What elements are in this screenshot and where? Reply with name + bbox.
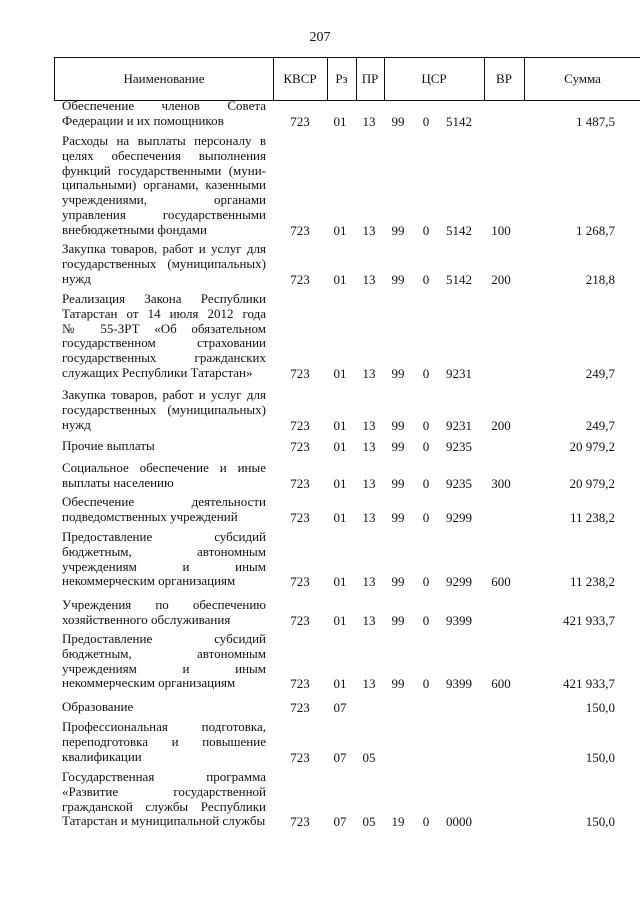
row-name-line: Обеспечение деятельности <box>62 494 266 509</box>
row-sum: 249,7 <box>585 366 615 381</box>
row-kvsr: 723 <box>290 676 310 692</box>
row-name <box>62 439 266 454</box>
row-name-line: некоммерческим организациям <box>62 675 236 691</box>
row-pr: 13 <box>362 475 376 491</box>
row-name-line: Закупка товаров, работ и услуг для <box>62 387 266 402</box>
row-name-line: нужд <box>62 416 91 432</box>
row-csr2: 0 <box>422 271 430 287</box>
row-csr1: 99 <box>391 417 405 433</box>
row-rz: 07 <box>333 700 347 715</box>
row-vr: 100 <box>491 222 511 238</box>
row-name <box>62 530 266 589</box>
row-csr1: 99 <box>391 676 405 692</box>
row-rz: 07 <box>333 749 347 765</box>
row-csr3: 5142 <box>446 113 472 129</box>
row-csr2: 0 <box>422 417 430 433</box>
row-name-line: Социальное обеспечение и иные <box>62 460 266 475</box>
row-csr2: 0 <box>422 612 430 628</box>
row-csr2: 0 <box>422 439 430 454</box>
row-pr: 13 <box>362 676 376 692</box>
row-csr1: 99 <box>391 574 405 590</box>
row-name-line: бюджетным, автономным <box>62 543 266 559</box>
row-name-line: внебюджетными фондами <box>62 221 207 237</box>
row-csr1: 99 <box>391 439 405 454</box>
row-pr: 13 <box>362 509 376 525</box>
row-csr1: 19 <box>391 814 405 830</box>
row-sum: 1 268,7 <box>576 222 615 238</box>
row-rz: 01 <box>333 574 347 590</box>
row-rz: 01 <box>333 417 347 433</box>
row-name-line: «Развитие государственной <box>62 783 266 799</box>
row-name-line: учреждениям и иным <box>62 558 266 574</box>
row-rz: 01 <box>333 439 347 454</box>
row-kvsr: 723 <box>290 574 310 590</box>
row-name <box>62 388 266 432</box>
row-name-line: Прочие выплаты <box>62 438 155 453</box>
row-sum: 218,8 <box>585 271 615 287</box>
row-csr2: 0 <box>422 676 430 692</box>
row-pr: 13 <box>362 113 376 129</box>
row-name-line: государственных (муниципальных) <box>62 255 266 271</box>
row-name-line: Предоставление субсидий <box>62 631 266 646</box>
row-csr1: 99 <box>391 271 405 287</box>
row-name-line: Государственная программа <box>62 769 266 784</box>
row-name-line: выплаты населению <box>62 474 174 490</box>
row-pr: 13 <box>362 366 376 381</box>
row-csr3: 9235 <box>446 475 472 491</box>
row-name <box>62 632 266 691</box>
row-pr: 05 <box>362 749 376 765</box>
row-name <box>62 461 266 491</box>
row-rz: 01 <box>333 366 347 381</box>
row-csr1: 99 <box>391 222 405 238</box>
row-csr3: 5142 <box>446 222 472 238</box>
row-csr2: 0 <box>422 574 430 590</box>
row-sum: 150,0 <box>585 749 615 765</box>
row-pr: 13 <box>362 417 376 433</box>
row-name <box>62 495 266 525</box>
row-name-line: квалификации <box>62 748 142 764</box>
row-name-line: служащих Республики Татарстан» <box>62 364 253 380</box>
row-vr: 200 <box>491 271 511 287</box>
row-csr1: 99 <box>391 475 405 491</box>
header-sum: Сумма <box>564 71 601 86</box>
row-kvsr: 723 <box>290 366 310 381</box>
row-csr1: 99 <box>391 612 405 628</box>
row-csr1: 99 <box>391 509 405 525</box>
row-name-line: Расходы на выплаты персоналу в <box>62 133 266 148</box>
row-name-line: некоммерческим организациям <box>62 573 236 589</box>
row-kvsr: 723 <box>290 700 310 715</box>
row-rz: 01 <box>333 113 347 129</box>
row-csr2: 0 <box>422 475 430 491</box>
row-kvsr: 723 <box>290 417 310 433</box>
row-name-line: № 55-ЗРТ «Об обязательном <box>62 320 266 336</box>
row-name-line: Профессиональная подготовка, <box>62 719 266 734</box>
row-name-line: Реализация Закона Республики <box>62 291 266 306</box>
row-csr3: 9299 <box>446 574 472 590</box>
row-sum: 150,0 <box>585 700 615 715</box>
row-name-line: нужд <box>62 270 91 286</box>
row-pr: 05 <box>362 814 376 830</box>
row-name-line: Татарстан от 14 июля 2012 года <box>62 305 266 321</box>
row-name-line: гражданской службы Республики <box>62 798 266 814</box>
header-rz: Рз <box>335 71 348 86</box>
row-csr2: 0 <box>422 113 430 129</box>
row-rz: 01 <box>333 612 347 628</box>
row-kvsr: 723 <box>290 271 310 287</box>
row-csr2: 0 <box>422 509 430 525</box>
row-csr3: 9299 <box>446 509 472 525</box>
row-name-line: государственных (муниципальных) <box>62 401 266 417</box>
row-vr: 600 <box>491 676 511 692</box>
header-vr: ВР <box>496 71 512 86</box>
row-sum: 421 933,7 <box>563 676 615 692</box>
row-csr1: 99 <box>391 113 405 129</box>
row-kvsr: 723 <box>290 222 310 238</box>
table-header <box>54 57 640 101</box>
row-vr: 600 <box>491 574 511 590</box>
row-name-line: Закупка товаров, работ и услуг для <box>62 241 266 256</box>
row-kvsr: 723 <box>290 814 310 830</box>
row-pr: 13 <box>362 222 376 238</box>
row-csr3: 9235 <box>446 439 472 454</box>
row-pr: 13 <box>362 574 376 590</box>
row-rz: 07 <box>333 814 347 830</box>
header-name: Наименование <box>123 71 205 86</box>
row-kvsr: 723 <box>290 113 310 129</box>
row-rz: 01 <box>333 475 347 491</box>
row-name-line: Образование <box>62 699 134 714</box>
row-name <box>62 720 266 764</box>
row-name-line: Обеспечение членов Совета <box>62 98 266 113</box>
row-name-line: Учреждения по обеспечению <box>62 597 266 612</box>
row-rz: 01 <box>333 271 347 287</box>
row-name-line: ципальными) органами, казенными <box>62 177 266 193</box>
row-name-line: государственном страховании <box>62 335 266 351</box>
row-name-line: целях обеспечения выполнения <box>62 147 266 163</box>
row-sum: 150,0 <box>585 814 615 830</box>
row-name-line: Татарстан и муниципальной службы <box>62 813 266 829</box>
row-pr: 13 <box>362 439 376 454</box>
row-name-line: бюджетным, автономным <box>62 645 266 661</box>
row-csr3: 9399 <box>446 676 472 692</box>
row-rz: 01 <box>333 676 347 692</box>
row-kvsr: 723 <box>290 612 310 628</box>
row-name-line: подведомственных учреждений <box>62 508 238 524</box>
row-name <box>62 700 266 715</box>
row-name <box>62 770 266 829</box>
row-csr2: 0 <box>422 366 430 381</box>
row-csr2: 0 <box>422 814 430 830</box>
row-name <box>62 292 266 381</box>
row-vr: 200 <box>491 417 511 433</box>
row-rz: 01 <box>333 509 347 525</box>
row-name-line: хозяйственного обслуживания <box>62 611 231 627</box>
row-sum: 20 979,2 <box>569 475 615 491</box>
row-name <box>62 99 266 129</box>
row-name-line: государственных гражданских <box>62 350 266 366</box>
row-csr3: 9399 <box>446 612 472 628</box>
row-kvsr: 723 <box>290 749 310 765</box>
row-name <box>62 598 266 628</box>
row-name-line: учреждениям и иным <box>62 660 266 676</box>
row-pr: 13 <box>362 612 376 628</box>
row-kvsr: 723 <box>290 439 310 454</box>
header-csr: ЦСР <box>421 71 447 86</box>
header-pr: ПР <box>361 71 379 86</box>
row-sum: 20 979,2 <box>569 439 615 454</box>
row-name-line: функций государственными (муни- <box>62 162 266 178</box>
row-name <box>62 134 266 238</box>
page-number: 207 <box>309 30 331 45</box>
row-vr: 300 <box>491 475 511 491</box>
row-rz: 01 <box>333 222 347 238</box>
row-name-line: переподготовка и повышение <box>62 733 266 749</box>
row-sum: 11 238,2 <box>569 509 615 525</box>
row-name-line: Федерации и их помощников <box>62 112 224 128</box>
row-name-line: Предоставление субсидий <box>62 529 266 544</box>
row-sum: 11 238,2 <box>569 574 615 590</box>
row-csr3: 9231 <box>446 417 472 433</box>
header-kvsr: КВСР <box>283 71 317 86</box>
row-csr1: 99 <box>391 366 405 381</box>
row-name <box>62 242 266 286</box>
row-kvsr: 723 <box>290 475 310 491</box>
row-csr3: 0000 <box>446 814 472 830</box>
row-sum: 421 933,7 <box>563 612 615 628</box>
row-csr3: 9231 <box>446 366 472 381</box>
row-csr2: 0 <box>422 222 430 238</box>
row-sum: 1 487,5 <box>576 113 615 129</box>
row-name-line: учреждениями, органами <box>62 192 266 208</box>
row-name-line: управления государственными <box>62 206 266 222</box>
row-kvsr: 723 <box>290 509 310 525</box>
row-csr3: 5142 <box>446 271 472 287</box>
row-pr: 13 <box>362 271 376 287</box>
row-sum: 249,7 <box>585 417 615 433</box>
